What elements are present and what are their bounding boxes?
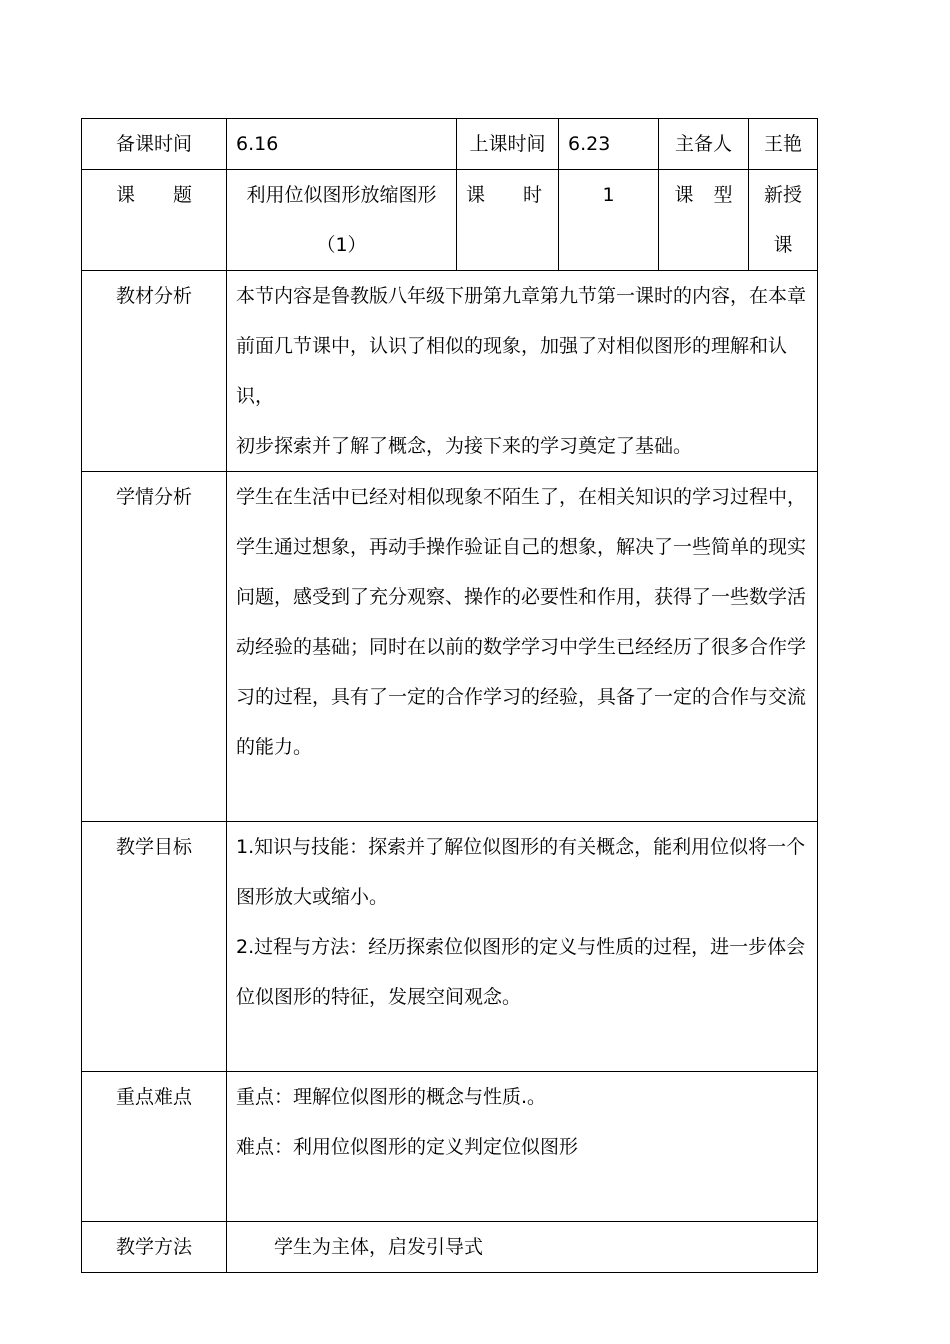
type-value (749, 170, 818, 271)
preparer-label: 主备人 (659, 119, 749, 170)
type-label-char-1: 课 (674, 184, 694, 206)
textbook-line: 本节内容是鲁教版八年级下册第九章第九节第一课时的内容，在本章 (236, 285, 807, 307)
teaching-method-value: 学生为主体，启发引导式 (227, 1222, 818, 1273)
class-time-value: 6.23 (559, 119, 659, 170)
preparer-value: 王艳 (749, 119, 818, 170)
teaching-goals-label: 教学目标 (82, 822, 227, 1072)
key-points-label: 重点难点 (82, 1072, 227, 1222)
teaching-goals-row (82, 822, 818, 1072)
topic-value-line-1: 利用位似图形放缩图形 (246, 184, 437, 206)
students-line: 习的过程，具有了一定的合作学习的经验，具备了一定的合作与交流 (236, 686, 807, 708)
goals-line: 图形放大或缩小。 (236, 886, 389, 908)
teaching-method-label: 教学方法 (82, 1222, 227, 1273)
topic-label (82, 170, 227, 271)
student-analysis-row (82, 472, 818, 822)
student-analysis-label: 学情分析 (82, 472, 227, 822)
teaching-goals-content (227, 822, 818, 1072)
lesson-plan-table (81, 118, 818, 1273)
topic-value (227, 170, 457, 271)
textbook-analysis-row (82, 271, 818, 472)
type-value-line-2: 课 (773, 234, 793, 256)
students-line: 动经验的基础；同时在以前的数学学习中学生已经经历了很多合作学 (236, 636, 807, 658)
type-label (659, 170, 749, 271)
students-line: 的能力。 (236, 736, 313, 758)
class-time-label: 上课时间 (457, 119, 559, 170)
textbook-line: 初步探索并了解了概念，为接下来的学习奠定了基础。 (236, 435, 693, 457)
student-analysis-content (227, 472, 818, 822)
key-points-content (227, 1072, 818, 1222)
key-points-row (82, 1072, 818, 1222)
keypoints-line: 难点：利用位似图形的定义判定位似图形 (236, 1136, 579, 1158)
goals-line: 2.过程与方法：经历探索位似图形的定义与性质的过程，进一步体会 (236, 936, 806, 958)
period-label (457, 170, 559, 271)
header-row (82, 119, 818, 170)
period-label-char-1: 课 (466, 184, 486, 206)
topic-label-char-2: 题 (173, 184, 193, 206)
students-line: 学生在生活中已经对相似现象不陌生了，在相关知识的学习过程中， (236, 486, 807, 508)
topic-value-line-2: （1） (316, 234, 367, 256)
textbook-analysis-label: 教材分析 (82, 271, 227, 472)
keypoints-line: 重点：理解位似图形的概念与性质.。 (236, 1086, 547, 1108)
students-line: 问题，感受到了充分观察、操作的必要性和作用，获得了一些数学活 (236, 586, 807, 608)
goals-line: 位似图形的特征，发展空间观念。 (236, 986, 522, 1008)
period-value: 1 (559, 170, 659, 271)
topic-row (82, 170, 818, 271)
students-line: 学生通过想象，再动手操作验证自己的想象，解决了一些简单的现实 (236, 536, 807, 558)
textbook-line: 前面几节课中，认识了相似的现象，加强了对相似图形的理解和认识， (236, 335, 788, 407)
type-label-char-2: 型 (713, 184, 733, 206)
period-label-char-2: 时 (523, 184, 543, 206)
prep-time-label: 备课时间 (82, 119, 227, 170)
textbook-analysis-content (227, 271, 818, 472)
prep-time-value: 6.16 (227, 119, 457, 170)
goals-line: 1.知识与技能：探索并了解位似图形的有关概念，能利用位似将一个 (236, 836, 806, 858)
teaching-method-row (82, 1222, 818, 1273)
type-value-line-1: 新授 (763, 184, 802, 206)
topic-label-char-1: 课 (115, 184, 135, 206)
